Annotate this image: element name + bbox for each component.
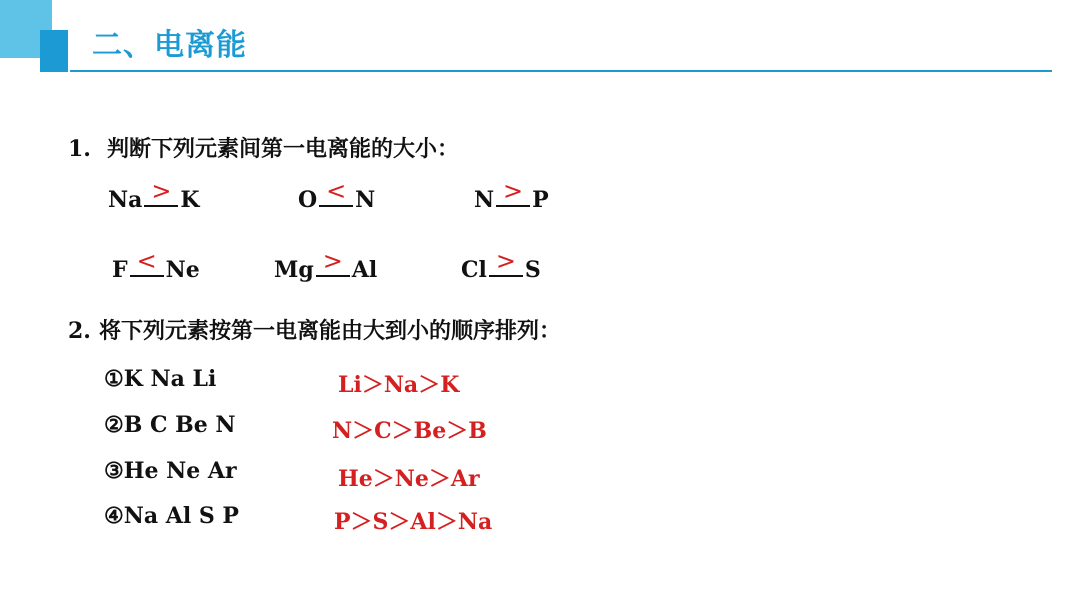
comparison-left: Mg (274, 257, 314, 283)
ordering-item-elements: ②B C Be N (104, 412, 236, 438)
comparison-left: O (298, 187, 318, 213)
comparison-left: F (112, 257, 128, 283)
comparison-o-n (298, 177, 376, 213)
comparison-left: N (474, 187, 495, 213)
comparison-n-p (474, 177, 549, 213)
comparison-symbol: > (503, 177, 524, 205)
answer-blank (316, 247, 350, 277)
comparison-right: N (355, 187, 376, 213)
ordering-item-answer: N＞C＞Be＞B (332, 418, 487, 444)
comparison-symbol: > (495, 247, 516, 275)
header-corner-accent (40, 30, 68, 72)
answer-blank (489, 247, 523, 277)
question-2 (68, 314, 561, 345)
ordering-item-answer: Li＞Na＞K (338, 372, 460, 398)
ordering-item-elements: ③He Ne Ar (104, 458, 237, 484)
answer-blank (144, 177, 178, 207)
ordering-item-answer: He＞Ne＞Ar (338, 466, 480, 492)
comparison-left: Na (108, 187, 143, 213)
title-divider (70, 70, 1052, 72)
comparison-right: P (532, 187, 549, 213)
comparison-f-ne (112, 247, 200, 283)
ordering-item-elements: ①K Na Li (104, 366, 217, 392)
comparison-symbol: > (322, 247, 343, 275)
comparison-right: S (524, 257, 541, 283)
question-2-prompt: 将下列元素按第一电离能由大到小的顺序排列： (98, 318, 561, 344)
answer-blank (496, 177, 530, 207)
comparison-cl-s (461, 247, 541, 283)
comparison-symbol: < (326, 177, 347, 205)
answer-blank (130, 247, 164, 277)
question-1-prompt: 判断下列元素间第一电离能的大小： (106, 136, 459, 162)
question-1 (68, 132, 459, 163)
question-2-number: 2. (68, 318, 91, 344)
comparison-left: Cl (461, 257, 487, 283)
ordering-item-elements: ④Na Al S P (104, 503, 239, 529)
comparison-right: Al (351, 257, 378, 283)
comparison-right: K (180, 187, 200, 213)
comparison-symbol: < (136, 247, 157, 275)
question-1-number: 1. (68, 136, 91, 162)
comparison-right: Ne (165, 257, 200, 283)
comparison-symbol: > (151, 177, 172, 205)
answer-blank (319, 177, 353, 207)
ordering-item-answer: P＞S＞Al＞Na (334, 509, 493, 535)
slide-title: 二、电离能 (92, 28, 247, 63)
comparison-na-k (108, 177, 200, 213)
comparison-mg-al (274, 247, 378, 283)
